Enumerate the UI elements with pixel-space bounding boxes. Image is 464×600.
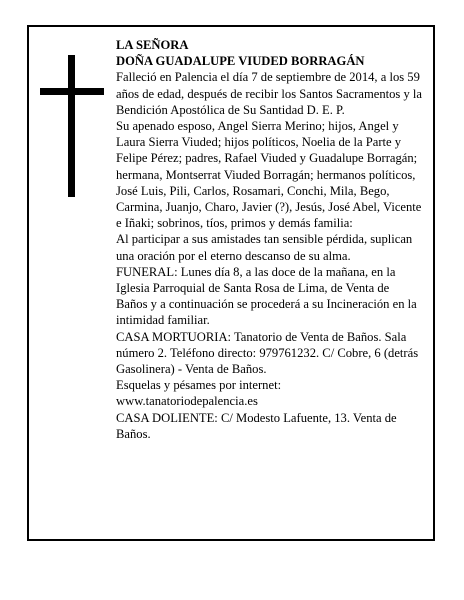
deceased-name: DOÑA GUADALUPE VIUDED BORRAGÁN — [116, 54, 365, 69]
funeral-details: FUNERAL: Lunes día 8, a las doce de la mañana, en la Iglesia Parroquial de Santa Rosa de Lima, de Venta de Baños y a continuación se procederá a su Incineración en la intimidad familiar. — [116, 264, 417, 328]
latin-cross-icon — [40, 55, 104, 197]
deceased-title: LA SEÑORA — [116, 38, 189, 52]
obituary-text — [116, 37, 422, 442]
funeral-home-details: CASA MORTUORIA: Tanatorio de Venta de Baños. Sala número 2. Teléfono directo: 979761232. C/ Cobre, 6 (detrás Gasolinera) - Venta de Baños. — [116, 329, 419, 377]
condolences-website: Esquelas y pésames por internet: www.tanatoriodepalencia.es — [116, 378, 282, 409]
family-list: Su apenado esposo, Angel Sierra Merino; hijos, Angel y Laura Sierra Viuded; hijos políticos, Noelia de la Parte y Felipe Pérez; padres, Rafael Viuded y Guadalupe Borragán; hermana, Montserrat Viuded Borragán; hermanos políticos, José Luis, Pili, Carlos, Rosamari, Conchi, Mila, Bego, Carmina, Juanjo, Charo, Javier (?), Jesús, José Abel, Vicente e Iñaki; sobrinos, tíos, primos y demás familia: — [116, 119, 422, 231]
family-home-address: CASA DOLIENTE: C/ Modesto Lafuente, 13. Venta de Baños. — [116, 410, 397, 441]
cross-horizontal-bar — [40, 88, 104, 95]
death-announcement: Falleció en Palencia el día 7 de septiembre de 2014, a los 59 años de edad, después de recibir los Santos Sacramentos y la Bendición Apostólica de Su Santidad D. E. P. — [116, 70, 423, 117]
prayer-request: Al participar a sus amistades tan sensible pérdida, suplican una oración por el eterno descanso de su alma. — [116, 232, 413, 263]
cross-vertical-bar — [68, 55, 75, 197]
